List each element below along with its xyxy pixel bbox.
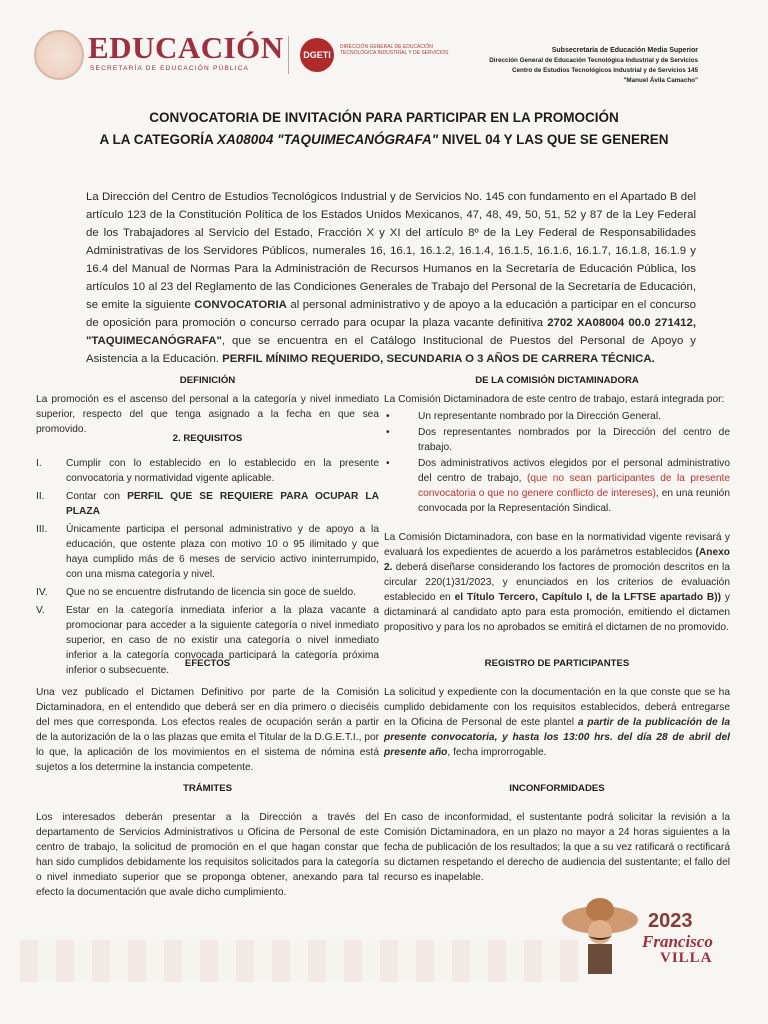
requisitos-list [36,456,379,678]
inst-line-4: "Manuel Ávila Camacho" [623,77,698,84]
para-text: y dictaminará al candidato apto para esta promoción, emitiendo el dictamen propositivo y para los no aprobados se emitirá el dictamen de no promovido. [384,592,730,633]
registro-heading: REGISTRO DE PARTICIPANTES [484,658,630,669]
item-num: V. [36,605,45,616]
inconformidades-text: En caso de inconformidad, el sustentante podrá solicitar la revisión a la Comisión Dictaminadora, en un plazo no mayor a 24 horas siguientes a la fecha de publicación de los resultados; la que a su vez ratificará o rectificará su dictamen respetando el derecho de audiencia del sustentante; el fallo del recurso es inapelable. [384,812,730,883]
para-anexo: (Anexo 2. [384,547,730,573]
inconformidades-heading: INCONFORMIDADES [509,783,605,794]
intro-text-3: al personal administrativo y de apoyo a la educación a participar en el concurso de oposición para promoción o concurso cerrado para ocupar la plaza vacante definitiva [86,299,696,329]
item-text: Contar con [66,491,128,502]
item-text-bold: PERFIL QUE SE REQUIERE PARA OCUPAR LA PLAZA [66,491,379,517]
comision-list [384,409,730,516]
intro-text-1: La Dirección del Centro de Estudios Tecnológicos Industrial y de Servicios No. 145 con fundamento en el Apartado B del artículo 123 de la Constitución Política de los Estados Unidos Mexicanos, 47, 48, 49, 50, 51, 52 y 87 de la Ley Federal de los Trabajadores al Servicio del Estado, Fracción X y XI del artículo 8º de la Ley Federal de Responsabilidades Administrativas de los Servidores Públicos, numerales 16, 16.1, 16.1.2, 16.1.4, 16.1.5, 16.1.6, 16.1.7, 16.1.8, 16.1.9 y 16.4 del Manual de Normas Para la Administración de Recursos Humanos en la Secretaría de Educación Pública, los artículos 10 al 23 del Reglamento de las Condiciones Generales de Trabajo del Personal de la Secretaría de Educación, se emite la siguiente [86,191,696,311]
list-item [36,522,379,582]
item-num: III. [36,524,48,535]
sep-brand-subtitle: SECRETARÍA DE EDUCACIÓN PÚBLICA [90,65,250,72]
inst-line-2: Dirección General de Educación Tecnológica Industrial y de Servicios [489,57,698,64]
section-comision [384,373,730,635]
definicion-text: La promoción es el ascenso del personal a la categoría y nivel inmediato superior, respecto del que tenga asignado a la fecha en que sea promovido. [36,394,379,435]
para-text: La Comisión Dictaminadora, con base en la normatividad vigente revisará y evaluará los expedientes de acuerdo a los parámetros establecidos [384,532,730,558]
item-text: , en una reunión convocada por la Representación Sindical. [418,488,730,514]
efectos-heading: EFECTOS [184,658,231,669]
item-text: Estar en la categoría inmediata inferior a la plaza vacante a promocionar para acceder a la siguiente categoría o nivel inmediato superior, en caso de no existir una categoría o nivel inmediato inferior a la categoría convocada participará la categoría próxima inferior o subsecuente. [66,605,379,676]
requisitos-heading: 2. REQUISITOS [172,433,243,444]
tramites-text: Los interesados deberán presentar a la Dirección a través del departamento de Servicios Administrativos u Oficina de Personal de este centro de trabajo, la solicitud de promoción en el que hagan constar que han sido cumplidos debidamente los requisitos solicitados para la categoría o nivel inmediato superior que se proponga obtener, anexando para tal efecto la documentación que avale dicho cumplimiento. [36,812,379,898]
sep-brand: EDUCACIÓN [88,30,284,65]
item-text: Únicamente participa el personal administrativo y de apoyo a la educación, que ostente plaza con motivo 10 o 95 ilimitado y que haya cumplido más de 6 meses de servicio activo ininterrumpido, con una misma categoría y nivel. [66,524,379,580]
list-item: • Dos representantes nombrados por la Dirección del centro de trabajo. [384,425,730,455]
list-item [36,489,379,519]
list-item [36,585,379,600]
mexico-seal-icon [34,30,84,80]
inst-line-1: Subsecretaría de Educación Media Superior [551,47,698,54]
registro-text-a: La solicitud y expediente con la documentación en la que conste que se ha cumplido debidamente con los requisitos establecidos, deberá entregarse en la Oficina de Personal de este plantel [384,687,730,728]
registro-text-c: , fecha improrrogable. [447,747,547,758]
intro-text-5: , que se encuentra en el Catálogo Institucional de Puestos del Personal de Apoyo y Asistencia a la Educación. [86,335,696,365]
inst-line-3: Centro de Estudios Tecnológicos Industrial y de Servicios 145 [511,67,698,74]
list-item [36,456,379,486]
item-num: I. [36,458,42,469]
document-title [70,107,698,151]
dgeti-logo-icon: DGETI [300,38,334,72]
header-divider [288,36,289,74]
item-text: Cumplir con lo establecido en lo establecido en la presente convocatoria y normatividad vigente aplicable. [66,458,379,484]
item-text-red: (que no sean participantes de la presente convocatoria o que no genere conflicto de intereses) [418,473,730,499]
footer-pattern [20,940,580,982]
title-line-1: CONVOCATORIA DE INVITACIÓN PARA PARTICIPAR EN LA PROMOCIÓN [149,110,619,125]
section-registro [384,656,730,760]
registro-text [384,685,730,760]
intro-plaza: 2702 XA08004 00.0 271412, "TAQUIMECANÓGRAFA" [86,317,696,347]
comision-intro: La Comisión Dictaminadora de este centro de trabajo, estará integrada por: [384,394,725,405]
efectos-text: Una vez publicado el Dictamen Definitivo por parte de la Comisión Dictaminadora, en el entendido que deberá ser en día primero o dieciséis del mes que corresponda. Los efectos reales de ocupación serán a partir de la autorización de la o las plazas que emita el Titular de la D.G.E.T.I., por lo que, la aplicación de los movimientos en el sistema de nómina está sujetos a los determine la instancia competente. [36,687,379,773]
section-requisitos [36,431,379,681]
institution-block [489,46,698,86]
registro-deadline: a partir de la publicación de la presente convocatoria, y hasta los 13:00 hrs. del día 28 de abril del presente año [384,717,730,758]
section-tramites [36,781,379,900]
intro-convocatoria: CONVOCATORIA [194,299,287,311]
definicion-heading: DEFINICIÓN [179,375,236,386]
comision-heading: DE LA COMISIÓN DICTAMINADORA [475,375,639,386]
title-line-2c: NIVEL 04 Y LAS QUE SE GENEREN [438,132,669,147]
item-num: IV. [36,587,48,598]
footer-name-2: VILLA [660,950,713,966]
section-definicion [36,373,379,437]
item-text: Dos administrativos activos elegidos por el personal administrativo del centro de trabajo, [418,458,730,484]
section-inconformidades [384,781,730,885]
list-item: • Un representante nombrado por la Dirección General. [384,409,730,424]
para-titulo: el Título Tercero, Capítulo I, de la LFTSE apartado B)) [454,592,722,603]
dgeti-text: DIRECCIÓN GENERAL DE EDUCACIÓN TECNOLÓGICA INDUSTRIAL Y DE SERVICIOS [340,44,449,56]
section-efectos [36,656,379,775]
title-line-2a: A LA CATEGORÍA [99,132,218,147]
list-item [384,456,730,516]
intro-paragraph [86,188,696,368]
title-line-2 [70,129,698,151]
item-text: Que no se encuentre disfrutando de licencia sin goce de sueldo. [66,587,356,598]
footer-year: 2023 [648,910,693,932]
tramites-heading: TRÁMITES [182,783,233,794]
item-num: II. [36,491,45,502]
title-category: XA08004 "TAQUIMECANÓGRAFA" [217,132,439,147]
intro-perfil: PERFIL MÍNIMO REQUERIDO, SECUNDARIA O 3 AÑOS DE CARRERA TÉCNICA. [222,353,655,365]
footer-name-1: Francisco [642,932,713,951]
para-text: deberá diseñarse considerando los factores de promoción descritos en la circular 220(1)31/2023, y enunciados en los criterios de evaluación establecido en [384,562,730,603]
comision-paragraph [384,530,730,635]
